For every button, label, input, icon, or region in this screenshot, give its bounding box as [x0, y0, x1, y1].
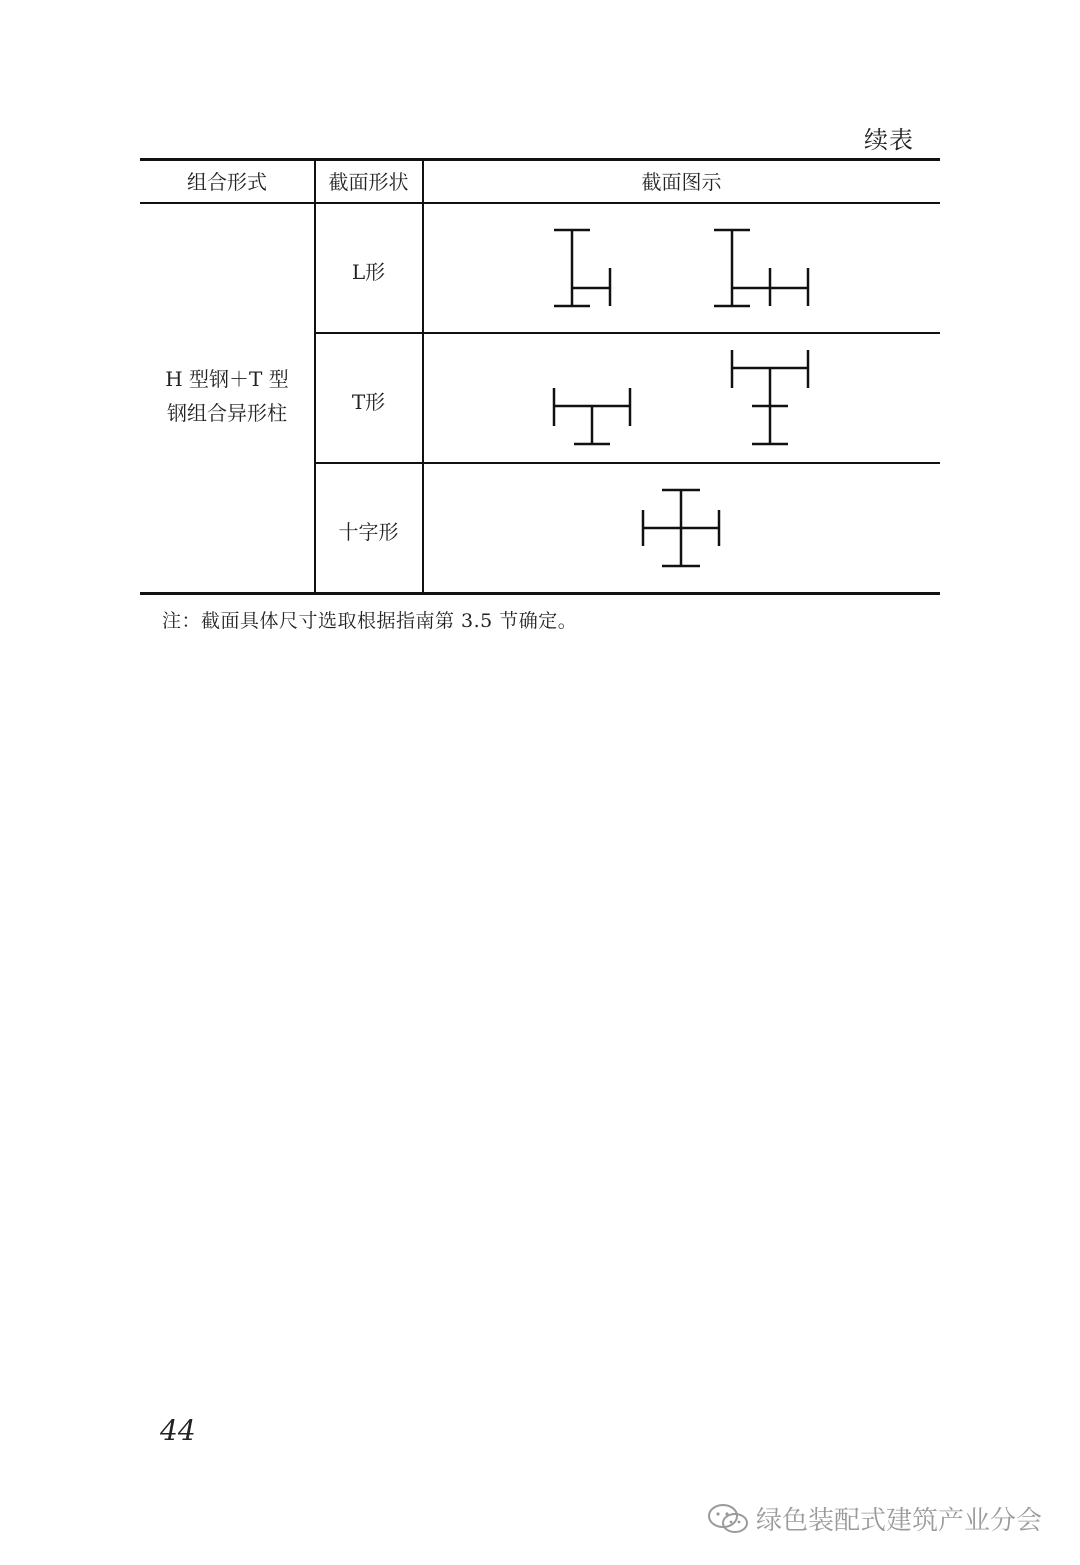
cross-shape-section-icon	[630, 482, 730, 580]
continued-table-label: 续表	[864, 126, 914, 154]
header-shape: 截面形状	[328, 170, 409, 194]
column-divider-2	[422, 159, 424, 593]
table-note: 注：截面具体尺寸选取根据指南第 3.5 节确定。	[162, 610, 578, 632]
combination-cell	[140, 362, 314, 430]
watermark-text: 绿色装配式建筑产业分会	[755, 1506, 1042, 1536]
combination-line-2: 钢组合异形柱	[167, 401, 287, 425]
t-shape-section-icon	[540, 344, 840, 458]
row-divider-1-shape	[314, 332, 423, 334]
shape-name-l: L形	[351, 260, 386, 284]
combination-line-1: H 型钢＋T 型	[165, 367, 289, 391]
bottom-rule	[140, 592, 940, 595]
l-shape-section-icon	[540, 220, 840, 324]
page-number: 44	[160, 1414, 196, 1447]
shape-name-t: T形	[351, 390, 386, 414]
shape-name-cross: 十字形	[338, 520, 399, 544]
row-divider-1	[423, 332, 940, 334]
wechat-icon	[706, 1502, 750, 1536]
header-diagram: 截面图示	[641, 170, 722, 194]
row-divider-2	[314, 462, 940, 464]
header-combination: 组合形式	[187, 170, 267, 194]
watermark	[706, 1500, 1042, 1537]
